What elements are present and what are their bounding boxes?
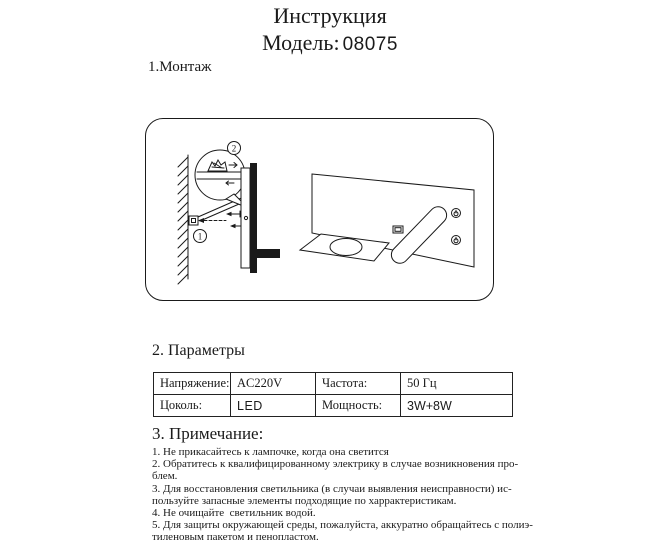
wall: [178, 155, 188, 284]
lamp-side-view: [241, 163, 280, 273]
table-row: [154, 373, 513, 395]
mounting-diagram-frame: [145, 118, 494, 301]
lamp-front-view: [300, 174, 474, 267]
step-1-number: 1: [197, 231, 203, 242]
note-line: 1. Не прикасайтесь к лампочке, когда она светится: [152, 446, 389, 458]
detail-balloon: [195, 150, 248, 208]
step-2-number: 2: [231, 143, 237, 154]
page-title: Инструкция: [273, 3, 387, 28]
note-line: пользуйте запасные элементы подходящие по харрактеристикам.: [152, 494, 457, 507]
notes-list: [152, 446, 533, 544]
usb-port: [393, 226, 403, 233]
param-value-voltage: AC220V: [231, 373, 316, 395]
step-2-callout: [228, 142, 241, 155]
param-label-voltage: Напряжение:: [154, 373, 231, 395]
note-line: 2. Обратитесь к квалифицированному электрику в случае возникновения про-: [152, 458, 519, 471]
step-1-callout: [194, 230, 207, 243]
param-value-power: 3W+8W: [401, 395, 513, 417]
table-row: [154, 395, 513, 417]
mounting-diagram: [146, 119, 493, 300]
note-line: блем.: [152, 470, 178, 483]
section-notes-heading: 3. Примечание:: [152, 424, 264, 443]
section-mounting-heading: 1.Монтаж: [148, 59, 212, 75]
model-line: [0, 31, 660, 57]
note-line: 3. Для восстановления светильника (в случаи выявления неисправности) ис-: [152, 482, 512, 495]
parameters-table: [153, 372, 513, 417]
section-parameters-heading: 2. Параметры: [152, 342, 245, 359]
note-line: тиленовым пакетом и пенопластом.: [152, 531, 319, 544]
model-number: 08075: [342, 34, 398, 55]
param-value-frequency: 50 Гц: [401, 373, 513, 395]
note-line: 4. Не очищайте светильник водой.: [152, 507, 316, 520]
param-label-frequency: Частота:: [316, 373, 401, 395]
note-line: 5. Для защиты окружающей среды, пожалуйста, аккуратно обращайтесь с полиэ-: [152, 519, 533, 532]
param-label-power: Мощность:: [316, 395, 401, 417]
param-label-base: Цоколь:: [154, 395, 231, 417]
model-label: Модель:: [262, 30, 340, 55]
param-value-base: LED: [231, 395, 316, 417]
